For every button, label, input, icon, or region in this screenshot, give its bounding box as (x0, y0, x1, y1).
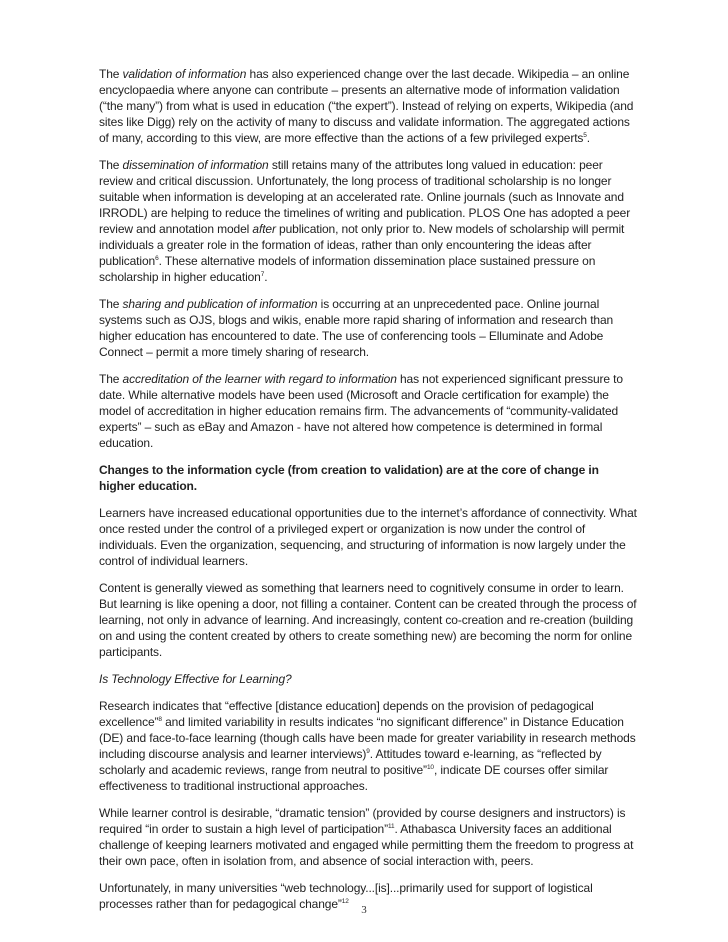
text-run: . (264, 270, 268, 284)
paragraph (99, 505, 637, 569)
text-run: Research indicates that “effective [distance education] depends on the provision of pedagogical excellence” (99, 699, 594, 729)
text-run: While learner control is desirable, “dramatic tension” (provided by course designers and instructors) is required “in order to sustain a high level of participation” (99, 806, 626, 836)
text-run: Unfortunately, in many universities “web technology...[is]...primarily used for support of logistical processes rather than for pedagogical change” (99, 881, 593, 911)
italic-text: accreditation of the learner with regard to information (122, 372, 397, 386)
paragraph (99, 66, 637, 146)
text-run: . These alternative models of information dissemination place sustained pressure on scholarship in higher education (99, 254, 596, 284)
text-run: Content is generally viewed as something that learners need to cognitively consume in order to learn. But learning is like opening a door, not filling a container. Content can be created through the process of learning, not only in advance of learning. And increasingly, content co-creation and re-creation (building on and using the content created by others to create something new) are becoming the norm for online participants. (99, 581, 637, 659)
text-run: still retains many of the attributes long valued in education: peer review and critical discussion. Unfortunately, the long process of traditional scholarship is no longer suitable when information is developing at an accelerated rate. Online journals (such as Innovate and IRRODL) are helping to reduce the timelines of writing and publication. PLOS One has adopted a peer review and annotation model (99, 158, 631, 236)
paragraph (99, 371, 637, 451)
body-text (99, 66, 637, 923)
footnote-ref: 10 (426, 764, 434, 771)
italic-text: validation of information (122, 67, 247, 81)
paragraph (99, 580, 637, 660)
text-run: The (99, 158, 123, 172)
paragraph (99, 805, 637, 869)
text-run: Changes to the information cycle (from creation to validation) are at the core of change in higher education. (99, 463, 599, 493)
text-run: The (99, 67, 123, 81)
page-number: 3 (361, 904, 367, 916)
text-run: publication, not only prior to. New models of scholarship will permit individuals a greater role in the formation of ideas, rather than only encountering the ideas after publication (99, 222, 625, 268)
paragraph (99, 698, 637, 794)
text-run: has also experienced change over the last decade. Wikipedia – an online encyclopaedia where anyone can contribute – presents an alternative mode of information validation (“the many”) from what is used in education (“the expert”). Instead of relying on experts, Wikipedia (and sites like Digg) rely on the activity of many to discuss and validate information. The aggregated actions of many, according to this view, are more effective than the actions of a few privileged experts (99, 67, 634, 145)
emphasis-paragraph (99, 462, 637, 494)
text-run: , indicate DE courses offer similar effectiveness to traditional instructional approaches. (99, 763, 609, 793)
footnote-ref: 8 (158, 716, 162, 723)
footnote-ref: 5 (583, 132, 587, 139)
footnote-ref: 12 (341, 898, 349, 905)
footnote-ref: 7 (260, 271, 265, 278)
footnote-ref: 6 (155, 255, 159, 262)
text-run: . Attitudes toward e-learning, as “reflected by scholarly and academic reviews, range from neutral to positive” (99, 747, 602, 777)
paragraph (99, 296, 637, 360)
paragraph (99, 157, 637, 285)
section-heading (99, 671, 637, 687)
text-run: The (99, 297, 123, 311)
text-run: . Athabasca University faces an additional challenge of keeping learners motivated and engaged while permitting them the freedom to progress at their own pace, often in isolation from, and absence of social interaction with, peers. (99, 822, 634, 868)
text-run: Is Technology Effective for Learning? (99, 672, 292, 686)
text-run: and limited variability in results indicates “no significant difference” in Distance Education (DE) and face-to-face learning (though calls have been made for greater variability in research methods including discourse analysis and learner interviews) (99, 715, 636, 761)
footnote-ref: 9 (366, 748, 370, 755)
footnote-ref: 11 (387, 823, 395, 830)
italic-text: after (252, 222, 276, 236)
italic-text: dissemination of information (122, 158, 269, 172)
text-run: is occurring at an unprecedented pace. Online journal systems such as OJS, blogs and wikis, enable more rapid sharing of information and research than higher education has encountered to date. The use of conferencing tools – Elluminate and Adobe Connect – permit a more timely sharing of research. (99, 297, 614, 359)
text-run: Learners have increased educational opportunities due to the internet’s affordance of connectivity. What once rested under the control of a privileged expert or organization is now under the control of individuals. Even the organization, sequencing, and structuring of information is now largely under the control of individual learners. (99, 506, 637, 568)
italic-text: sharing and publication of information (122, 297, 318, 311)
text-run: has not experienced significant pressure to date. While alternative models have been used (Microsoft and Oracle certification for example) the model of accreditation in higher education remains firm. The advancements of “community-validated experts” – such as eBay and Amazon - have not altered how competence is determined in formal education. (99, 372, 623, 450)
text-run: The (99, 372, 123, 386)
text-run: . (586, 131, 591, 145)
